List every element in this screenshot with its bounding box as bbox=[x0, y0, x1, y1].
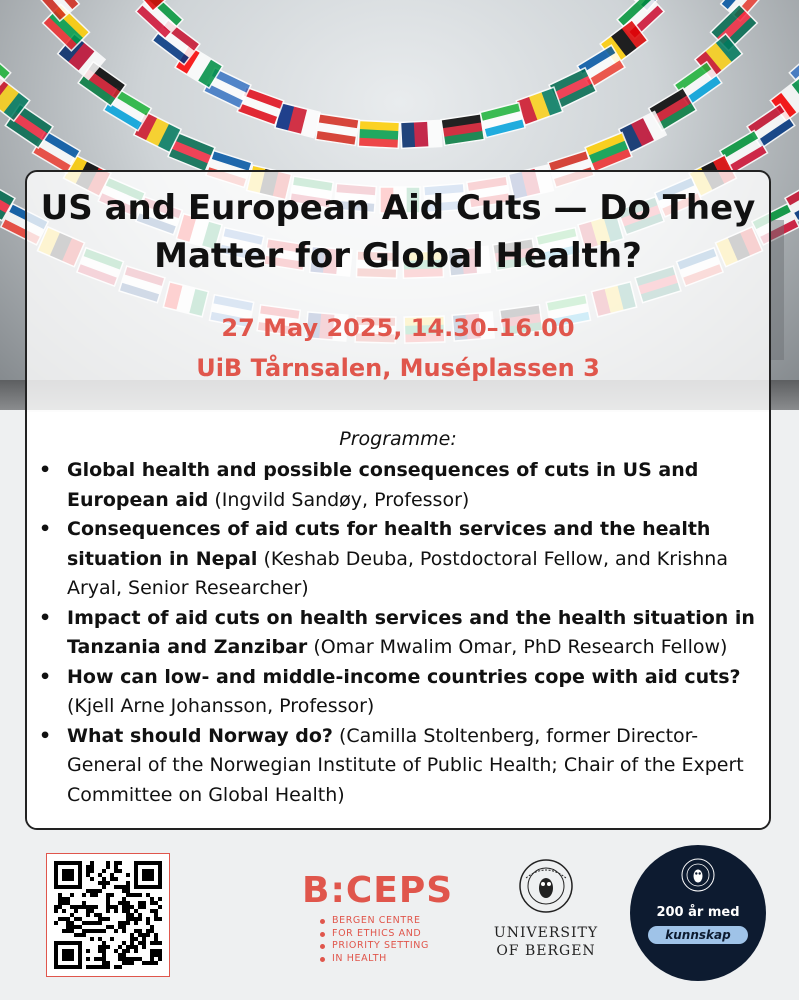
programme-item-speakers: (Omar Mwalim Omar, PhD Research Fellow) bbox=[313, 636, 728, 658]
uib-logo-text bbox=[484, 924, 608, 960]
bceps-logo-subtitle bbox=[302, 915, 472, 965]
programme-item-speakers: (Ingvild Sandøy, Professor) bbox=[214, 488, 470, 511]
uib-logo bbox=[484, 858, 608, 960]
event-card bbox=[25, 170, 771, 830]
event-title-line2: Matter for Global Health? bbox=[154, 236, 642, 276]
programme-item-speakers: (Keshab Deuba, Postdoctoral Fellow, and Krishna Aryal, Senior Researcher) bbox=[67, 547, 728, 599]
anniversary-line1: 200 år med bbox=[656, 905, 740, 920]
qr-code-pattern bbox=[54, 861, 162, 969]
anniversary-line2: kunnskap bbox=[648, 926, 748, 944]
uib-logo-line1: UNIVERSITY bbox=[493, 925, 599, 941]
uib-seal-icon bbox=[518, 858, 574, 914]
programme-item-title: How can low- and middle-income countries cope with aid cuts? bbox=[67, 665, 741, 688]
anniversary-badge bbox=[630, 845, 766, 981]
programme-item-speakers: (Kjell Arne Johansson, Professor) bbox=[67, 695, 375, 717]
programme-item-speakers: (Camilla Stoltenberg, former Director-General of the Norwegian Institute of Public Health; Chair of the Expert Committee on Global Health) bbox=[67, 724, 744, 806]
programme-item-title: Consequences of aid cuts for health services and the health situation in Nepal bbox=[67, 518, 711, 570]
programme-item bbox=[39, 456, 763, 515]
programme-item bbox=[39, 515, 763, 604]
programme-item-title: Impact of aid cuts on health services and the health situation in Tanzania and Zanzibar bbox=[67, 606, 755, 658]
programme-item-title: What should Norway do? bbox=[67, 724, 333, 747]
programme-list bbox=[39, 456, 763, 810]
bceps-logo bbox=[302, 872, 472, 972]
bceps-logo-mark: B:CEPS bbox=[302, 870, 454, 911]
programme-item bbox=[39, 663, 763, 722]
programme-item bbox=[39, 604, 763, 663]
programme-heading: Programme: bbox=[339, 428, 457, 450]
event-venue: UiB Tårnsalen, Muséplassen 3 bbox=[196, 354, 600, 382]
qr-code[interactable] bbox=[46, 853, 170, 977]
programme-item-title: Global health and possible consequences of cuts in US and European aid bbox=[67, 459, 699, 511]
bceps-logo-line: PRIORITY SETTING bbox=[320, 940, 472, 953]
bceps-logo-line: IN HEALTH bbox=[320, 953, 472, 966]
programme-item bbox=[39, 722, 763, 811]
event-title bbox=[27, 184, 769, 280]
bceps-logo-line: FOR ETHICS AND bbox=[320, 928, 472, 941]
anniversary-seal-icon bbox=[680, 857, 716, 893]
event-title-line1: US and European Aid Cuts — Do They bbox=[40, 188, 756, 228]
uib-logo-line2: OF BERGEN bbox=[496, 943, 596, 959]
event-date: 27 May 2025, 14.30–16.00 bbox=[221, 314, 575, 342]
bceps-logo-line: BERGEN CENTRE bbox=[320, 915, 472, 928]
